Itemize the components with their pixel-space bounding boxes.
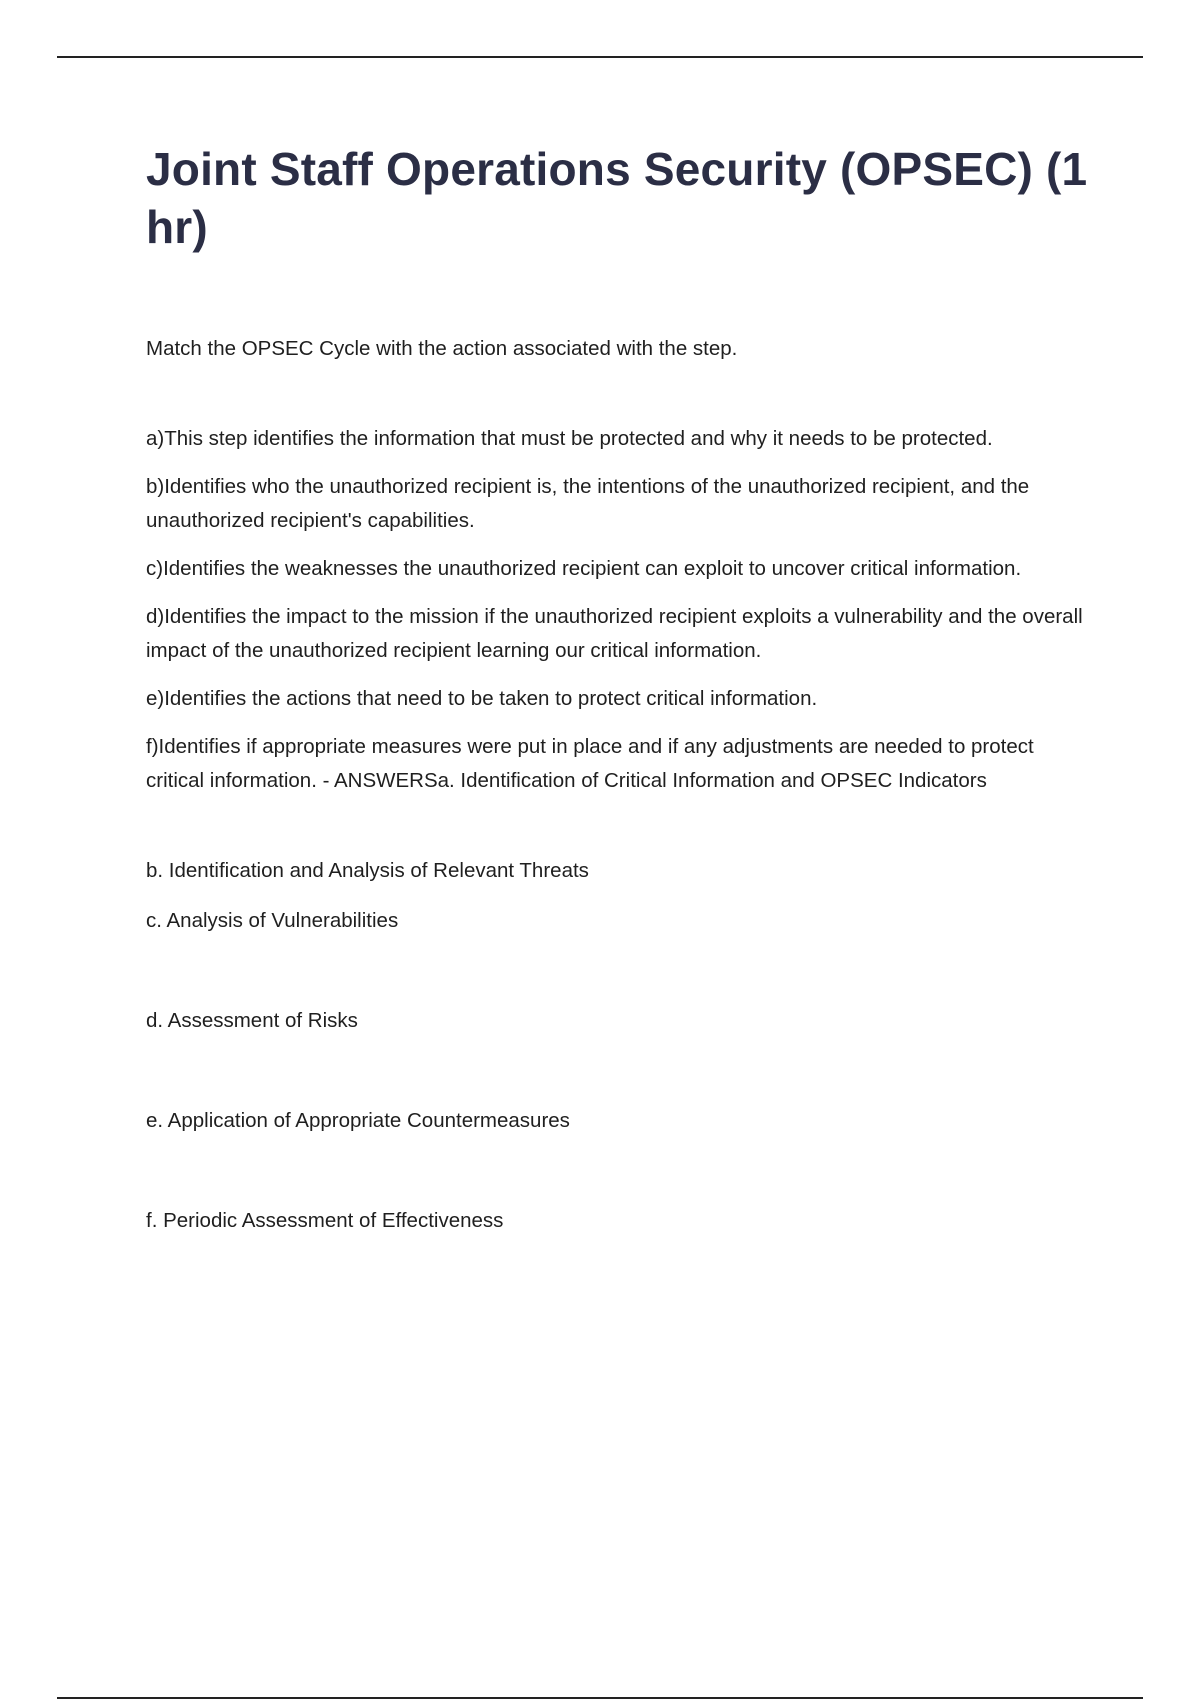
step-d: d)Identifies the impact to the mission if the unauthorized recipient exploits a vulnerability and the overall impact of the unauthorized recipient learning our critical information.: [146, 605, 1083, 662]
answer-list: [146, 854, 1096, 1238]
footer-rule: [57, 1697, 1143, 1699]
header-rule: [57, 56, 1143, 58]
answer-c: c. Analysis of Vulnerabilities: [146, 909, 399, 932]
step-e: e)Identifies the actions that need to be taken to protect critical information.: [146, 687, 818, 710]
step-c: c)Identifies the weaknesses the unauthorized recipient can exploit to uncover critical information.: [146, 557, 1022, 580]
page-title: Joint Staff Operations Security (OPSEC) (1 hr): [146, 143, 1088, 253]
answer-e: e. Application of Appropriate Countermeasures: [146, 1109, 570, 1132]
step-f: f)Identifies if appropriate measures were put in place and if any adjustments are needed to protect critical information. - ANSWERSa. Identification of Critical Information and OPSEC Indicators: [146, 735, 1034, 792]
answer-f: f. Periodic Assessment of Effectiveness: [146, 1209, 504, 1232]
step-b: b)Identifies who the unauthorized recipient is, the intentions of the unauthorized recipient, and the unauthorized recipient's capabilities.: [146, 475, 1030, 532]
answer-d: d. Assessment of Risks: [146, 1009, 358, 1032]
step-list: [146, 422, 1096, 798]
question-text: Match the OPSEC Cycle with the action associated with the step.: [146, 337, 738, 360]
document-body: [146, 140, 1096, 1238]
answer-b: b. Identification and Analysis of Relevant Threats: [146, 859, 589, 882]
step-a: a)This step identifies the information that must be protected and why it needs to be protected.: [146, 427, 993, 450]
